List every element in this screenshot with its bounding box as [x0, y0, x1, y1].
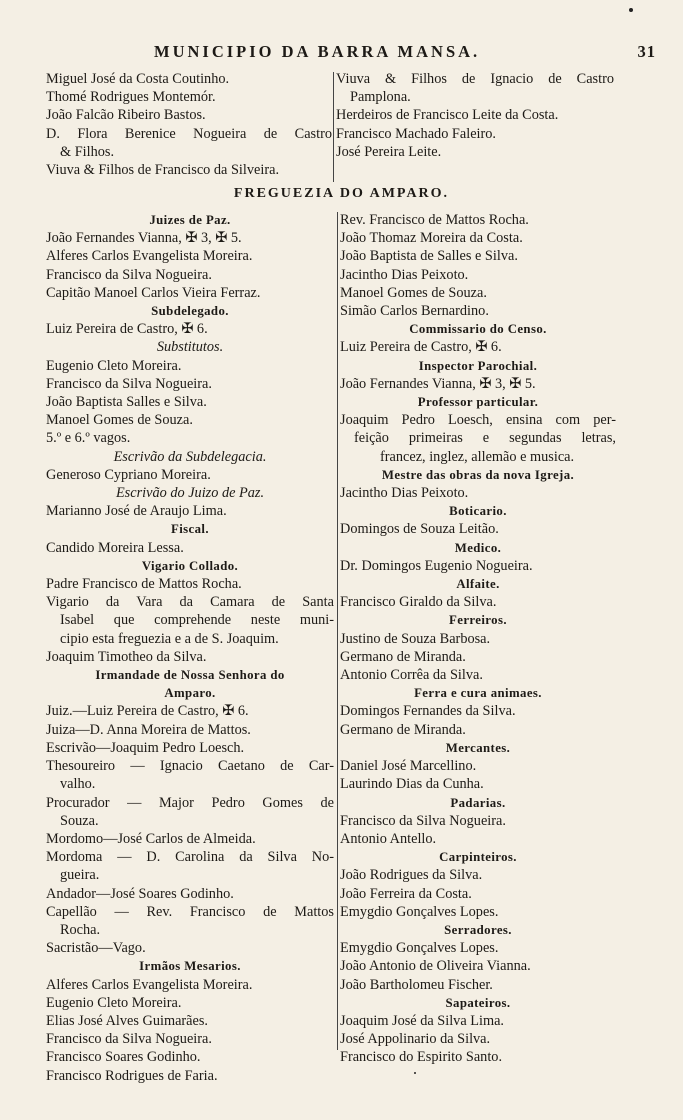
section-title: FREGUEZIA DO AMPARO. [233, 186, 450, 201]
list-entry: Alferes Carlos Evangelista Moreira. [46, 976, 253, 993]
list-entry: Francisco Giraldo da Silva. [340, 594, 497, 611]
section-heading: Subdelegado. [151, 304, 229, 319]
list-entry: 5.º e 6.º vagos. [46, 430, 131, 447]
list-entry: Joaquim Pedro Loesch, ensina com per- [340, 412, 616, 429]
page-number: 31 [637, 42, 656, 61]
section-heading: Commissario do Censo. [409, 322, 547, 337]
section-heading: Inspector Parochial. [418, 358, 538, 373]
list-entry: Juiza—D. Anna Moreira de Mattos. [46, 721, 251, 738]
list-entry: Manoel Gomes de Souza. [46, 412, 193, 429]
section-heading: Ferra e cura animaes. [414, 686, 542, 701]
top-right-entry: Francisco Machado Faleiro. [336, 125, 496, 142]
list-entry: Emygdio Gonçalves Lopes. [340, 940, 499, 957]
list-entry: Isabel que comprehende neste muni- [60, 612, 334, 629]
section-heading: Boticario. [449, 504, 507, 519]
list-entry: João Antonio de Oliveira Vianna. [340, 958, 531, 975]
list-entry: Luiz Pereira de Castro, ✠ 6. [340, 339, 502, 356]
list-entry: José Appolinario da Silva. [340, 1031, 491, 1048]
section-heading: Mestre das obras da nova Igreja. [381, 467, 575, 482]
section-heading: Mercantes. [445, 740, 511, 755]
list-entry: Capitão Manoel Carlos Vieira Ferraz. [46, 284, 261, 301]
section-heading: Padarias. [450, 795, 506, 810]
section-heading: Ferreiros. [449, 613, 507, 628]
list-entry: João Ferreira da Costa. [340, 885, 472, 902]
section-heading: Juizes de Paz. [149, 213, 231, 227]
top-left-entry: & Filhos. [60, 143, 115, 160]
section-heading: Escrivão da Subdelegacia. [113, 448, 267, 465]
list-entry: valho. [60, 776, 96, 793]
top-left-entry: João Falcão Ribeiro Bastos. [46, 107, 206, 124]
list-entry: Daniel José Marcellino. [340, 758, 477, 775]
section-heading: Carpinteiros. [439, 850, 517, 865]
list-entry: gueira. [60, 867, 100, 884]
section-heading: Serradores. [444, 922, 512, 937]
list-entry: Vigario da Vara da Camara de Santa [46, 594, 334, 611]
list-entry: Rocha. [60, 921, 101, 938]
section-heading: Sapateiros. [445, 995, 511, 1010]
list-entry: Dr. Domingos Eugenio Nogueira. [340, 557, 533, 574]
list-entry: João Fernandes Vianna, ✠ 3, ✠ 5. [46, 230, 242, 247]
list-entry: Domingos Fernandes da Silva. [340, 703, 516, 720]
ink-spot [414, 1072, 416, 1074]
section-heading: Escrivão do Juizo de Paz. [115, 485, 265, 502]
list-entry: Francisco da Silva Nogueira. [340, 812, 506, 829]
section-heading: Irmandade de Nossa Senhora do [95, 668, 285, 683]
section-heading: Medico. [454, 540, 502, 555]
list-entry: Jacintho Dias Peixoto. [340, 485, 469, 502]
top-right-entry: José Pereira Leite. [336, 143, 442, 160]
section-heading: Amparo. [164, 686, 216, 701]
top-right-entry: Pamplona. [350, 89, 411, 106]
section-heading: Vigario Collado. [141, 558, 239, 573]
list-entry: Francisco do Espirito Santo. [340, 1049, 503, 1066]
list-entry: Andador—José Soares Godinho. [46, 885, 234, 902]
section-heading: Irmãos Mesarios. [139, 959, 241, 974]
list-entry: Simão Carlos Bernardino. [340, 303, 489, 320]
top-right-list [336, 70, 614, 161]
list-entry: Domingos de Souza Leitão. [340, 521, 499, 538]
list-entry: Emygdio Gonçalves Lopes. [340, 903, 499, 920]
list-entry: Francisco da Silva Nogueira. [46, 375, 212, 392]
right-column [340, 211, 616, 1067]
list-entry: feição primeiras e segundas letras, [354, 430, 616, 447]
list-entry: Francisco da Silva Nogueira. [46, 266, 212, 283]
list-entry: João Rodrigues da Silva. [340, 867, 483, 884]
list-entry: João Bartholomeu Fischer. [340, 976, 493, 993]
list-entry: Generoso Cypriano Moreira. [46, 466, 211, 483]
list-entry: Antonio Antello. [340, 830, 437, 847]
list-entry: Luiz Pereira de Castro, ✠ 6. [46, 321, 208, 338]
list-entry: Souza. [60, 812, 99, 829]
column-divider [337, 212, 338, 1050]
list-entry: Jacintho Dias Peixoto. [340, 266, 469, 283]
left-column [46, 211, 334, 1085]
list-entry: francez, inglez, allemão e musica. [380, 448, 575, 465]
top-right-entry: Viuva & Filhos de Ignacio de Castro [336, 71, 614, 87]
list-entry: João Baptista Salles e Silva. [46, 394, 207, 411]
list-entry: Francisco da Silva Nogueira. [46, 1031, 212, 1048]
list-entry: Justino de Souza Barbosa. [340, 630, 491, 647]
top-left-entry: D. Flora Berenice Nogueira de Castro [46, 125, 332, 142]
list-entry: Capellão — Rev. Francisco de Mattos [46, 903, 334, 920]
top-left-entry: Viuva & Filhos de Francisco da Silveira. [46, 162, 280, 179]
list-entry: João Fernandes Vianna, ✠ 3, ✠ 5. [340, 375, 536, 392]
list-entry: Joaquim Timotheo da Silva. [46, 648, 207, 665]
list-entry: Mordoma — D. Carolina da Silva No- [46, 849, 334, 866]
list-entry: Procurador — Major Pedro Gomes de [46, 794, 334, 811]
top-divider [333, 72, 334, 182]
section-heading: Fiscal. [171, 522, 209, 537]
list-entry: Germano de Miranda. [340, 721, 466, 738]
top-left-entry: Miguel José da Costa Coutinho. [46, 71, 230, 87]
list-entry: Laurindo Dias da Cunha. [340, 776, 484, 793]
list-entry: Elias José Alves Guimarães. [46, 1012, 208, 1029]
list-entry: Candido Moreira Lessa. [46, 539, 184, 556]
list-entry: Marianno José de Araujo Lima. [46, 503, 227, 520]
list-entry: cipio esta freguezia e a de S. Joaquim. [60, 630, 279, 647]
section-heading: Substitutos. [156, 339, 224, 356]
section-heading: Professor particular. [417, 395, 539, 410]
list-entry: Germano de Miranda. [340, 648, 466, 665]
list-entry: Thesoureiro — Ignacio Caetano de Car- [46, 758, 334, 775]
list-entry: Mordomo—José Carlos de Almeida. [46, 830, 256, 847]
list-entry: Eugenio Cleto Moreira. [46, 994, 182, 1011]
list-entry: João Baptista de Salles e Silva. [340, 248, 518, 265]
list-entry: Manoel Gomes de Souza. [340, 284, 487, 301]
list-entry: Escrivão—Joaquim Pedro Loesch. [46, 739, 245, 756]
list-entry: Francisco Soares Godinho. [46, 1049, 201, 1066]
top-right-entry: Herdeiros de Francisco Leite da Costa. [336, 107, 559, 124]
list-entry: Rev. Francisco de Mattos Rocha. [340, 212, 529, 228]
page-title: MUNICIPIO DA BARRA MANSA. [154, 42, 481, 61]
top-left-list [46, 70, 332, 179]
list-entry: Antonio Corrêa da Silva. [340, 667, 483, 684]
list-entry: Francisco Rodrigues de Faria. [46, 1067, 218, 1084]
list-entry: Joaquim José da Silva Lima. [340, 1012, 504, 1029]
list-entry: Juiz.—Luiz Pereira de Castro, ✠ 6. [46, 703, 249, 720]
section-heading: Alfaite. [456, 577, 500, 592]
list-entry: João Thomaz Moreira da Costa. [340, 230, 523, 247]
list-entry: Padre Francisco de Mattos Rocha. [46, 576, 242, 593]
list-entry: Sacristão—Vago. [46, 940, 146, 957]
list-entry: Eugenio Cleto Moreira. [46, 357, 182, 374]
top-left-entry: Thomé Rodrigues Montemór. [46, 89, 216, 106]
list-entry: Alferes Carlos Evangelista Moreira. [46, 248, 253, 265]
ink-spot [629, 8, 633, 12]
